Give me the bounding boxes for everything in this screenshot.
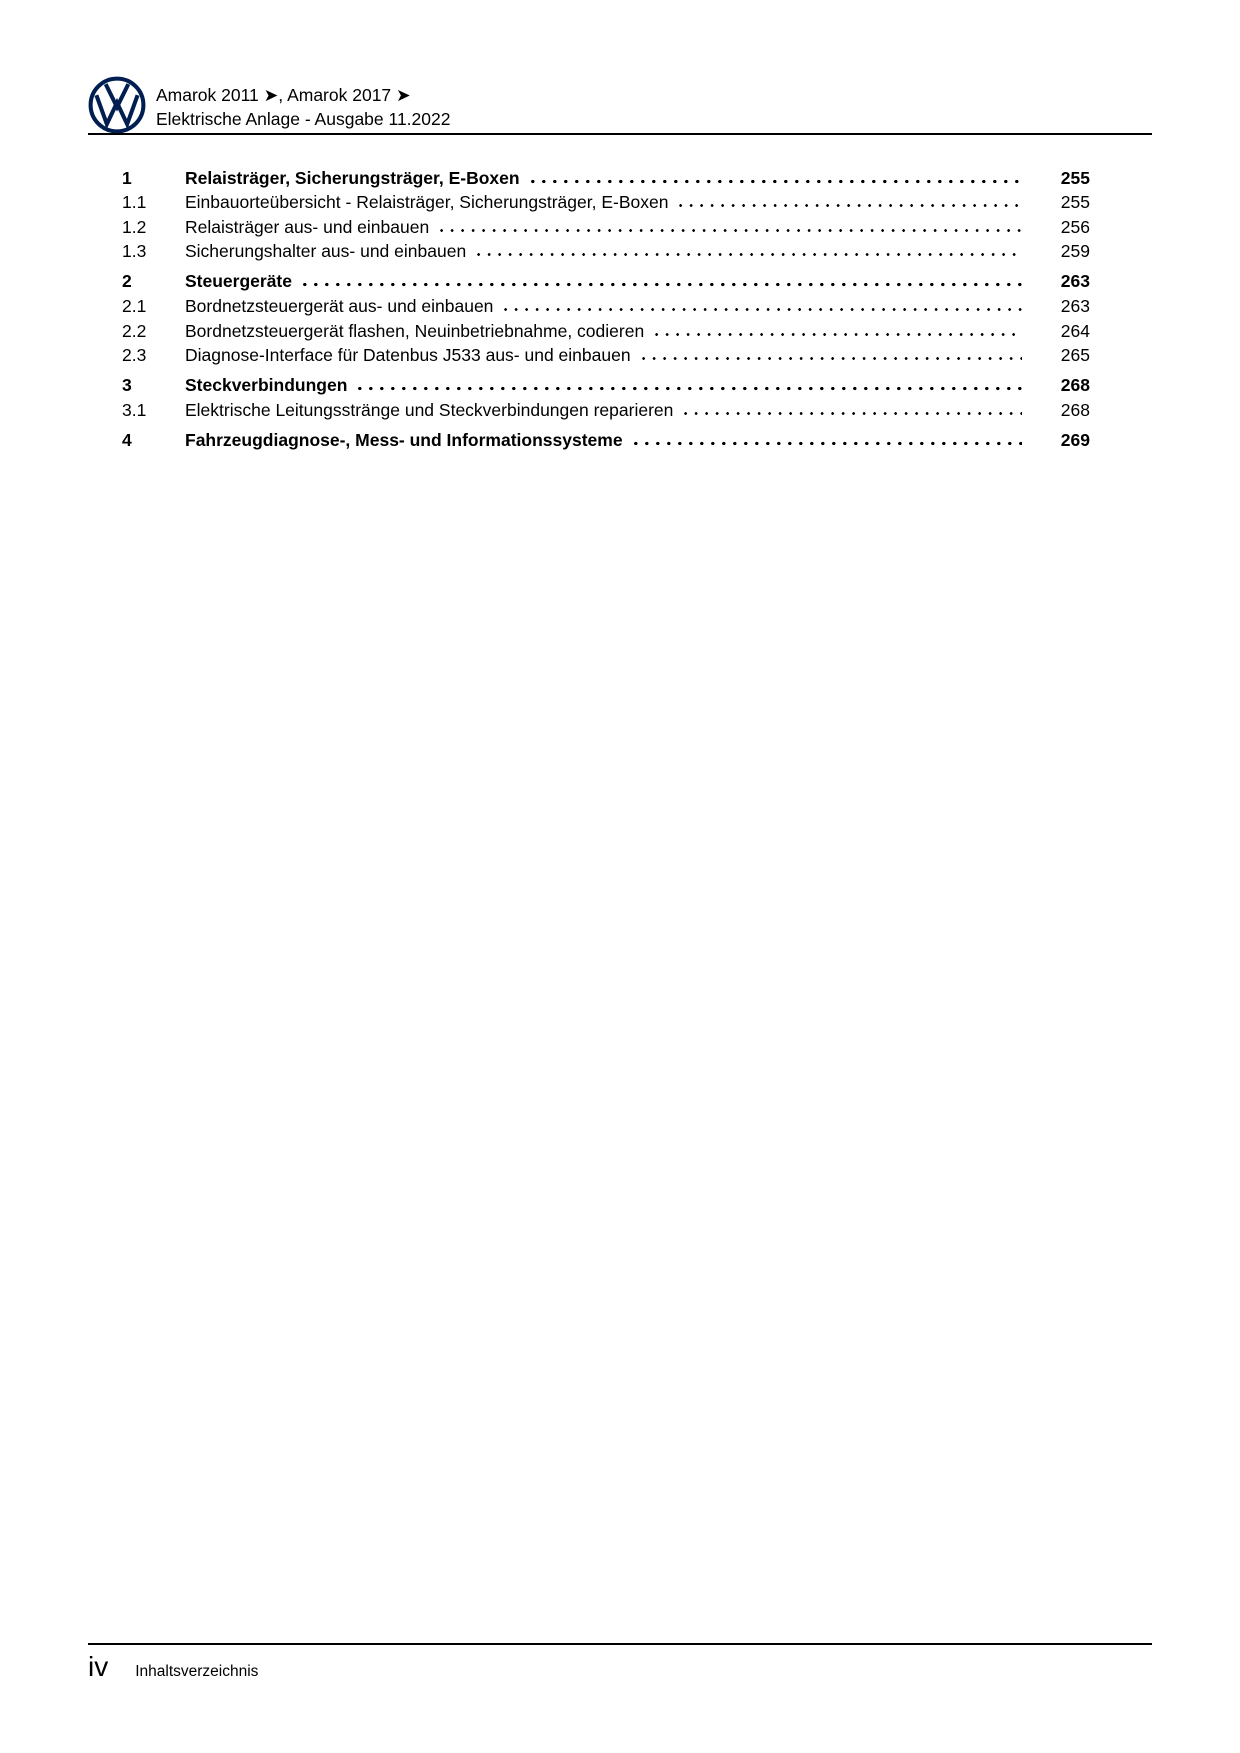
toc-entry-page: 263 [1060,295,1090,316]
dot-leader [655,332,1022,337]
toc-row [88,294,1090,319]
toc-entry-title: Diagnose-Interface für Datenbus J533 aus- und einbauen [185,345,631,366]
toc-entry-page: 264 [1060,320,1090,341]
dot-leader [504,307,1022,312]
toc-entry-page: 265 [1060,345,1090,366]
toc-entry-number: 3 [122,375,132,396]
dot-leader [634,441,1022,446]
toc-entry-number: 2.1 [122,295,147,316]
dot-leader [303,282,1022,287]
toc-entry-title: Elektrische Leitungsstränge und Steckverbindungen reparieren [185,399,674,420]
toc-row [88,373,1090,398]
header-edition-line: Elektrische Anlage - Ausgabe 11.2022 [156,109,451,129]
toc-entry-title: Bordnetzsteuergerät aus- und einbauen [185,295,494,316]
toc-entry-title: Steckverbindungen [185,375,348,396]
dot-leader [531,179,1022,184]
toc-entry-page: 259 [1060,241,1090,262]
header-text-block [156,76,450,131]
toc-row [88,428,1090,453]
toc-entry-page: 269 [1060,429,1090,450]
toc-entry-number: 1.3 [122,241,147,262]
dot-leader [679,203,1022,208]
toc-entry-number: 2.2 [122,320,147,341]
toc-entry-page: 268 [1060,375,1090,396]
toc-entry-number: 3.1 [122,399,147,420]
toc-entry-title: Steuergeräte [185,271,292,292]
toc-entry-title: Fahrzeugdiagnose-, Mess- und Informationssysteme [185,429,623,450]
toc-entry-title: Einbauorteübersicht - Relaisträger, Sicherungsträger, E-Boxen [185,192,669,213]
toc-entry-number: 1.2 [122,216,147,237]
toc-entry-page: 263 [1060,271,1090,292]
toc-entry-page: 256 [1060,216,1090,237]
toc-row [88,166,1090,191]
page-footer [88,1650,1152,1684]
vw-logo-icon [88,76,146,134]
toc-entry-title: Bordnetzsteuergerät flashen, Neuinbetriebnahme, codieren [185,320,645,341]
dot-leader [684,411,1022,416]
toc-entry-page: 255 [1060,167,1090,188]
footer-page-number: iv [88,1651,109,1682]
toc-row [88,239,1090,264]
toc-entry-title: Sicherungshalter aus- und einbauen [185,241,467,262]
dot-leader [358,386,1022,391]
toc-entry-page: 255 [1060,192,1090,213]
toc-row [88,190,1090,215]
footer-divider [88,1643,1152,1645]
toc-row [88,319,1090,344]
dot-leader [440,228,1022,233]
dot-leader [642,356,1022,361]
toc-row [88,398,1090,423]
toc-entry-title: Relaisträger aus- und einbauen [185,216,430,237]
toc-entry-number: 4 [122,429,132,450]
toc-row [88,269,1090,294]
toc-entry-number: 1.1 [122,192,147,213]
toc-row [88,343,1090,368]
toc-entry-number: 2.3 [122,345,147,366]
header-model-line: Amarok 2011 ➤, Amarok 2017 ➤ [156,85,411,105]
toc-entry-number: 2 [122,271,132,292]
page-header [88,76,1152,134]
table-of-contents [88,160,1152,453]
dot-leader [477,252,1022,257]
toc-entry-title: Relaisträger, Sicherungsträger, E-Boxen [185,167,520,188]
toc-entry-number: 1 [122,167,132,188]
footer-section-title: Inhaltsverzeichnis [135,1663,259,1680]
header-divider [88,133,1152,135]
toc-entry-page: 268 [1060,399,1090,420]
toc-row [88,215,1090,240]
